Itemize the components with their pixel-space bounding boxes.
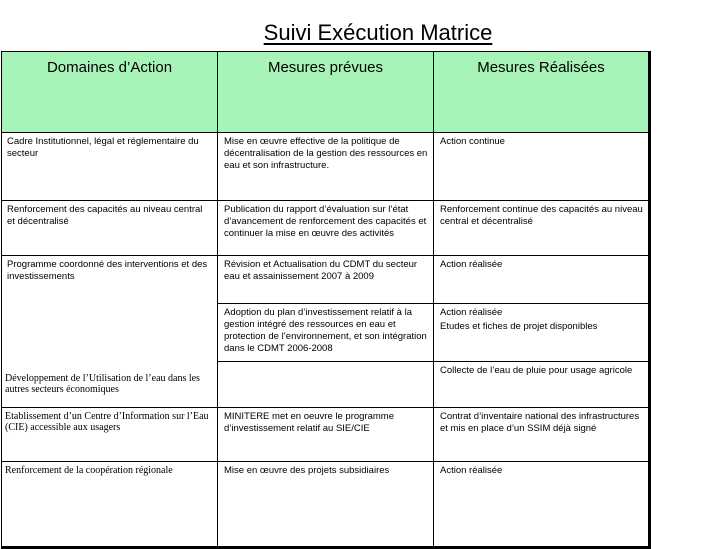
cell-domaine: Cadre Institutionnel, légal et réglementaire du secteur — [2, 133, 218, 201]
cell-mesure-prevue: Adoption du plan d’investissement relatif à la gestion intégré des ressources en eau et protection de l’environnement, et son intégration dans le CDMT 2006-2008 — [218, 304, 434, 362]
cell-mesure-prevue: Publication du rapport d’évaluation sur l’état d’avancement de renforcement des capacités et continuer la mise en œuvre des activités — [218, 201, 434, 256]
header-mesures-prevues: Mesures prévues — [218, 52, 434, 133]
table-row — [2, 462, 650, 548]
table-row — [2, 408, 650, 462]
cell-mesure-prevue — [218, 362, 434, 408]
cell-mesure-prevue: Révision et Actualisation du CDMT du secteur eau et assainissement 2007 à 2009 — [218, 256, 434, 304]
cell-mesure-realisee: Renforcement continue des capacités au niveau central et décentralisé — [434, 201, 650, 256]
cell-mesure-realisee — [434, 304, 650, 362]
page-title: Suivi Exécution Matrice — [263, 20, 493, 45]
cell-mesure-prevue: Mise en œuvre effective de la politique de décentralisation de la gestion des ressources en eau et son infrastructure. — [218, 133, 434, 201]
cell-mesure-realisee-line2: Etudes et fiches de projet disponibles — [440, 321, 598, 332]
header-row — [2, 52, 650, 133]
cell-mesure-realisee: Action réalisée — [434, 256, 650, 304]
table-row — [2, 133, 650, 201]
cell-mesure-realisee: Action continue — [434, 133, 650, 201]
header-domaines-action: Domaines d’Action — [2, 52, 218, 133]
table-row — [2, 256, 650, 304]
cell-mesure-prevue: MINITERE met en oeuvre le programme d’investissement relatif au SIE/CIE — [218, 408, 434, 462]
cell-domaine: Renforcement de la coopération régionale — [2, 462, 218, 548]
table-row — [2, 362, 650, 408]
cell-mesure-realisee: Collecte de l’eau de pluie pour usage agricole — [434, 362, 650, 408]
header-mesures-realisees: Mesures Réalisées — [434, 52, 650, 133]
cell-domaine: Programme coordonné des interventions et des investissements — [2, 256, 218, 362]
cell-domaine: Etablissement d’un Centre d’Information sur l’Eau (CIE) accessible aux usagers — [2, 408, 218, 462]
cell-mesure-prevue: Mise en œuvre des projets subsidiaires — [218, 462, 434, 548]
cell-mesure-realisee: Action réalisée — [434, 462, 650, 548]
cell-domaine: Développement de l’Utilisation de l’eau dans les autres secteurs économiques — [2, 362, 218, 408]
cell-mesure-realisee: Contrat d’inventaire national des infrastructures et mis en place d’un SSIM déjà signé — [434, 408, 650, 462]
cell-domaine: Renforcement des capacités au niveau central et décentralisé — [2, 201, 218, 256]
execution-matrix-table — [1, 51, 651, 549]
table-row — [2, 201, 650, 256]
cell-mesure-realisee-line1: Action réalisée — [440, 307, 503, 318]
